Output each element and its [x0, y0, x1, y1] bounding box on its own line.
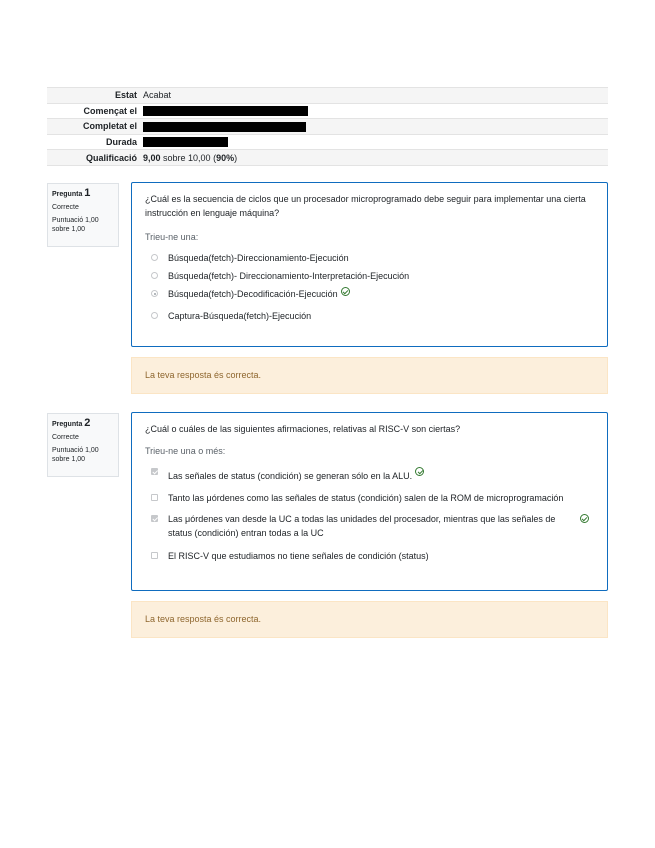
- grade-out-of: sobre 10,00 (: [160, 152, 217, 163]
- answer-label: El RISC-V que estudiamos no tiene señales de condición (status): [168, 551, 429, 561]
- summary-label: Completat el: [47, 119, 140, 135]
- question-text: ¿Cuál o cuáles de las siguientes afirmaciones, relativas al RISC-V son ciertas?: [145, 424, 461, 434]
- check-circle-icon: [415, 467, 424, 476]
- summary-row-duration: [47, 134, 608, 150]
- radio-button[interactable]: [151, 272, 158, 279]
- summary-grade: [140, 150, 608, 166]
- answer-option[interactable]: [145, 269, 594, 283]
- radio-button[interactable]: [151, 254, 158, 261]
- question-state: Correcte: [52, 204, 79, 211]
- checkbox[interactable]: [151, 494, 158, 501]
- question-number: Pregunta 2: [52, 417, 91, 429]
- radio-button[interactable]: [151, 312, 158, 319]
- checkbox-checked[interactable]: [151, 515, 158, 522]
- summary-label: Durada: [47, 134, 140, 150]
- check-circle-icon: [341, 287, 350, 296]
- checkbox-checked[interactable]: [151, 468, 158, 475]
- redaction-bar: [143, 106, 308, 116]
- question-state: Correcte: [52, 434, 79, 441]
- question-number: Pregunta 1: [52, 187, 91, 199]
- grade-score: 9,00: [143, 152, 161, 163]
- summary-label: Començat el: [47, 103, 140, 119]
- question-2-content: [131, 412, 608, 591]
- answer-option[interactable]: [145, 491, 594, 505]
- answer-label: Captura-Búsqueda(fetch)-Ejecución: [168, 311, 312, 321]
- redaction-bar: [143, 137, 228, 147]
- radio-button-selected[interactable]: [151, 290, 158, 297]
- answer-label: Las señales de status (condición) se generan sólo en la ALU.: [168, 471, 413, 481]
- checkbox[interactable]: [151, 552, 158, 559]
- answer-label: Las μórdenes van desde la UC a todas las unidades del procesador, mientras que las señales de status (condición) entran todas a la UC: [168, 514, 556, 538]
- summary-row-grade: [47, 150, 608, 166]
- answer-label: Búsqueda(fetch)-Direccionamiento-Ejecución: [168, 253, 349, 263]
- check-circle-icon: [580, 514, 589, 523]
- summary-value: [140, 103, 608, 119]
- answer-option[interactable]: [145, 549, 594, 563]
- summary-row-state: [47, 88, 608, 104]
- redaction-bar: [143, 122, 306, 132]
- question-text: ¿Cuál es la secuencia de ciclos que un procesador microprogramado debe seguir para implementar una cierta instrucción en lenguaje máquina?: [145, 194, 586, 218]
- answer-prompt: Trieu-ne una:: [145, 232, 199, 242]
- answer-label: Búsqueda(fetch)- Direccionamiento-Interpretación-Ejecución: [168, 271, 410, 281]
- answer-option[interactable]: [145, 309, 594, 323]
- question-1-info: [47, 183, 119, 247]
- attempt-summary-table: [47, 87, 608, 166]
- summary-row-started: [47, 103, 608, 119]
- answer-label: Tanto las μórdenes como las señales de status (condición) salen de la ROM de microprogramación: [168, 493, 564, 503]
- answer-option[interactable]: [145, 465, 594, 483]
- question-points: Puntuació 1,00 sobre 1,00: [52, 447, 99, 463]
- question-points: Puntuació 1,00 sobre 1,00: [52, 217, 99, 233]
- answer-option[interactable]: [145, 251, 594, 265]
- answer-option[interactable]: [145, 512, 594, 540]
- summary-row-completed: [47, 119, 608, 135]
- answer-prompt: Trieu-ne una o més:: [145, 446, 226, 456]
- question-1-content: [131, 182, 608, 347]
- summary-label: Qualificació: [47, 150, 140, 166]
- summary-value: [140, 119, 608, 135]
- question-1-feedback: La teva resposta és correcta.: [131, 357, 608, 394]
- question-2-feedback: La teva resposta és correcta.: [131, 601, 608, 638]
- answer-option[interactable]: [145, 287, 594, 301]
- answer-label: Búsqueda(fetch)-Decodificación-Ejecución: [168, 289, 338, 299]
- summary-label: Estat: [47, 88, 140, 104]
- question-2-info: [47, 413, 119, 477]
- summary-value: Acabat: [140, 88, 608, 104]
- summary-value: [140, 134, 608, 150]
- grade-close: ): [234, 152, 238, 163]
- grade-percent: 90%: [216, 152, 235, 163]
